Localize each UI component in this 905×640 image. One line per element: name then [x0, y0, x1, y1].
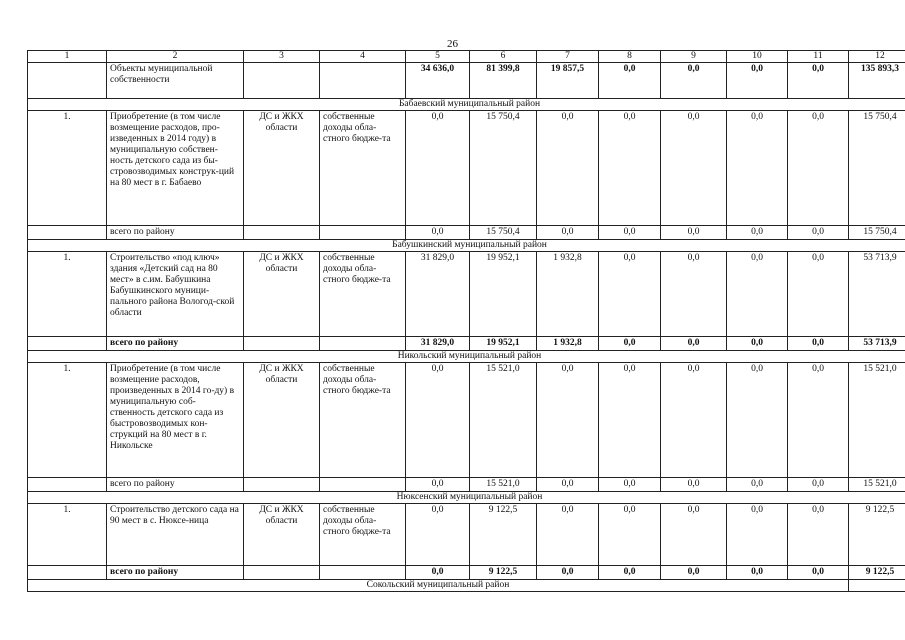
summary-label: Объекты муниципальной собственности: [107, 63, 244, 99]
value-cell: 15 521,0: [470, 363, 537, 478]
district-header-row: [28, 580, 905, 592]
value-cell: 81 399,8: [470, 63, 537, 99]
item-row: [28, 252, 905, 337]
value-cell: 0,0: [537, 566, 599, 580]
district-header-row: [28, 99, 905, 111]
column-header: 10: [727, 51, 788, 63]
value-cell: 15 521,0: [849, 478, 905, 492]
district-total-row: [28, 337, 905, 351]
item-source: собственные доходы обла-стного бюдже-та: [320, 363, 406, 478]
value-cell: 0,0: [537, 226, 599, 240]
value-cell: 0,0: [788, 478, 849, 492]
item-executor: ДС и ЖКХ области: [244, 363, 320, 478]
value-cell: 0,0: [661, 63, 727, 99]
value-cell: 1 932,8: [537, 252, 599, 337]
value-cell: 0,0: [661, 566, 727, 580]
value-cell: 0,0: [537, 478, 599, 492]
value-cell: 0,0: [788, 226, 849, 240]
value-cell: 0,0: [599, 226, 661, 240]
value-cell: 0,0: [406, 111, 470, 226]
table-cell: [28, 566, 107, 580]
value-cell: 0,0: [661, 504, 727, 566]
value-cell: 0,0: [599, 252, 661, 337]
value-cell: 19 857,5: [537, 63, 599, 99]
column-number-row: [28, 51, 905, 63]
item-number: 1.: [28, 252, 107, 337]
item-source: собственные доходы обла-стного бюдже-та: [320, 111, 406, 226]
item-row: [28, 111, 905, 226]
value-cell: 0,0: [727, 111, 788, 226]
district-header-row: [28, 240, 905, 252]
item-executor: ДС и ЖКХ области: [244, 111, 320, 226]
table-cell: [320, 478, 406, 492]
value-cell: 0,0: [537, 111, 599, 226]
value-cell: 0,0: [788, 252, 849, 337]
value-cell: 0,0: [661, 478, 727, 492]
district-title: Бабаевский муниципальный район: [28, 99, 905, 111]
district-header-row: [28, 351, 905, 363]
value-cell: 0,0: [661, 252, 727, 337]
item-number: 1.: [28, 504, 107, 566]
value-cell: 0,0: [599, 337, 661, 351]
value-cell: 0,0: [727, 363, 788, 478]
value-cell: 15 521,0: [470, 478, 537, 492]
value-cell: 0,0: [727, 504, 788, 566]
table-cell: [244, 337, 320, 351]
item-number: 1.: [28, 111, 107, 226]
value-cell: 0,0: [537, 504, 599, 566]
value-cell: 0,0: [788, 566, 849, 580]
total-label: всего по району: [107, 226, 244, 240]
value-cell: 9 122,5: [849, 504, 905, 566]
value-cell: 0,0: [661, 337, 727, 351]
district-total-row: [28, 478, 905, 492]
value-cell: 0,0: [599, 111, 661, 226]
column-header: 12: [849, 51, 905, 63]
value-cell: 0,0: [406, 504, 470, 566]
column-header: 4: [320, 51, 406, 63]
column-header: 7: [537, 51, 599, 63]
column-header: 8: [599, 51, 661, 63]
value-cell: 9 122,5: [849, 566, 905, 580]
value-cell: 1 932,8: [537, 337, 599, 351]
column-header: 3: [244, 51, 320, 63]
table-cell: [244, 566, 320, 580]
value-cell: 0,0: [727, 252, 788, 337]
value-cell: 31 829,0: [406, 252, 470, 337]
district-total-row: [28, 226, 905, 240]
value-cell: 9 122,5: [470, 566, 537, 580]
district-total-row: [28, 566, 905, 580]
total-label: всего по району: [107, 566, 244, 580]
column-header: 11: [788, 51, 849, 63]
table-cell: [849, 580, 905, 592]
item-number: 1.: [28, 363, 107, 478]
item-row: [28, 504, 905, 566]
value-cell: 0,0: [599, 566, 661, 580]
column-header: 1: [28, 51, 107, 63]
item-name: Приобретение (в том числе возмещение расходов, про-изведенных в 2014 году) в муниципальную собствен-ность детского сада из бы-стровозводимых конструк-ций на 80 мест в г. Бабаево: [107, 111, 244, 226]
value-cell: 0,0: [599, 363, 661, 478]
value-cell: 9 122,5: [470, 504, 537, 566]
value-cell: 0,0: [406, 566, 470, 580]
value-cell: 0,0: [788, 363, 849, 478]
value-cell: 0,0: [661, 111, 727, 226]
column-header: 6: [470, 51, 537, 63]
value-cell: 0,0: [727, 478, 788, 492]
district-title: Бабушкинский муниципальный район: [28, 240, 905, 252]
value-cell: 19 952,1: [470, 337, 537, 351]
district-header-row: [28, 492, 905, 504]
value-cell: 34 636,0: [406, 63, 470, 99]
table-cell: [28, 226, 107, 240]
value-cell: 31 829,0: [406, 337, 470, 351]
value-cell: 0,0: [599, 504, 661, 566]
summary-row: [28, 63, 905, 99]
value-cell: 15 750,4: [470, 111, 537, 226]
table-cell: [244, 226, 320, 240]
value-cell: 53 713,9: [849, 337, 905, 351]
value-cell: 15 521,0: [849, 363, 905, 478]
item-name: Строительство «под ключ» здания «Детский сад на 80 мест» в с.им. Бабушкина Бабушкинского муници-пального района Вологод-ской области: [107, 252, 244, 337]
value-cell: 0,0: [788, 63, 849, 99]
total-label: всего по району: [107, 478, 244, 492]
value-cell: 0,0: [537, 363, 599, 478]
value-cell: 53 713,9: [849, 252, 905, 337]
district-title: Никольский муниципальный район: [28, 351, 905, 363]
table-cell: [320, 337, 406, 351]
value-cell: 0,0: [599, 478, 661, 492]
item-executor: ДС и ЖКХ области: [244, 504, 320, 566]
value-cell: 19 952,1: [470, 252, 537, 337]
column-header: 9: [661, 51, 727, 63]
value-cell: 0,0: [788, 337, 849, 351]
item-name: Строительство детского сада на 90 мест в с. Нюксе-ница: [107, 504, 244, 566]
table-cell: [244, 478, 320, 492]
value-cell: 0,0: [727, 566, 788, 580]
page-number: 26: [447, 38, 458, 50]
value-cell: 0,0: [727, 226, 788, 240]
value-cell: 0,0: [727, 63, 788, 99]
value-cell: 15 750,4: [849, 111, 905, 226]
value-cell: 15 750,4: [849, 226, 905, 240]
item-executor: ДС и ЖКХ области: [244, 252, 320, 337]
value-cell: 135 893,3: [849, 63, 905, 99]
value-cell: 15 750,4: [470, 226, 537, 240]
budget-table: [27, 50, 905, 592]
district-title: Нюксенский муниципальный район: [28, 492, 905, 504]
item-name: Приобретение (в том числе возмещение расходов, произведенных в 2014 го-ду) в муниципальную соб-ственность детского сада из быстровозводимых кон-струкций на 80 мест в г. Никольске: [107, 363, 244, 478]
table-cell: [28, 478, 107, 492]
value-cell: 0,0: [661, 226, 727, 240]
value-cell: 0,0: [661, 363, 727, 478]
value-cell: 0,0: [788, 504, 849, 566]
item-source: собственные доходы обла-стного бюдже-та: [320, 252, 406, 337]
item-source: собственные доходы обла-стного бюдже-та: [320, 504, 406, 566]
value-cell: 0,0: [406, 226, 470, 240]
value-cell: 0,0: [599, 63, 661, 99]
value-cell: 0,0: [788, 111, 849, 226]
column-header: 5: [406, 51, 470, 63]
total-label: всего по району: [107, 337, 244, 351]
value-cell: 0,0: [406, 478, 470, 492]
value-cell: 0,0: [406, 363, 470, 478]
value-cell: 0,0: [727, 337, 788, 351]
table-cell: [28, 337, 107, 351]
table-cell: [320, 226, 406, 240]
district-title: Сокольский муниципальный район: [28, 580, 849, 592]
table-cell: [320, 566, 406, 580]
column-header: 2: [107, 51, 244, 63]
item-row: [28, 363, 905, 478]
